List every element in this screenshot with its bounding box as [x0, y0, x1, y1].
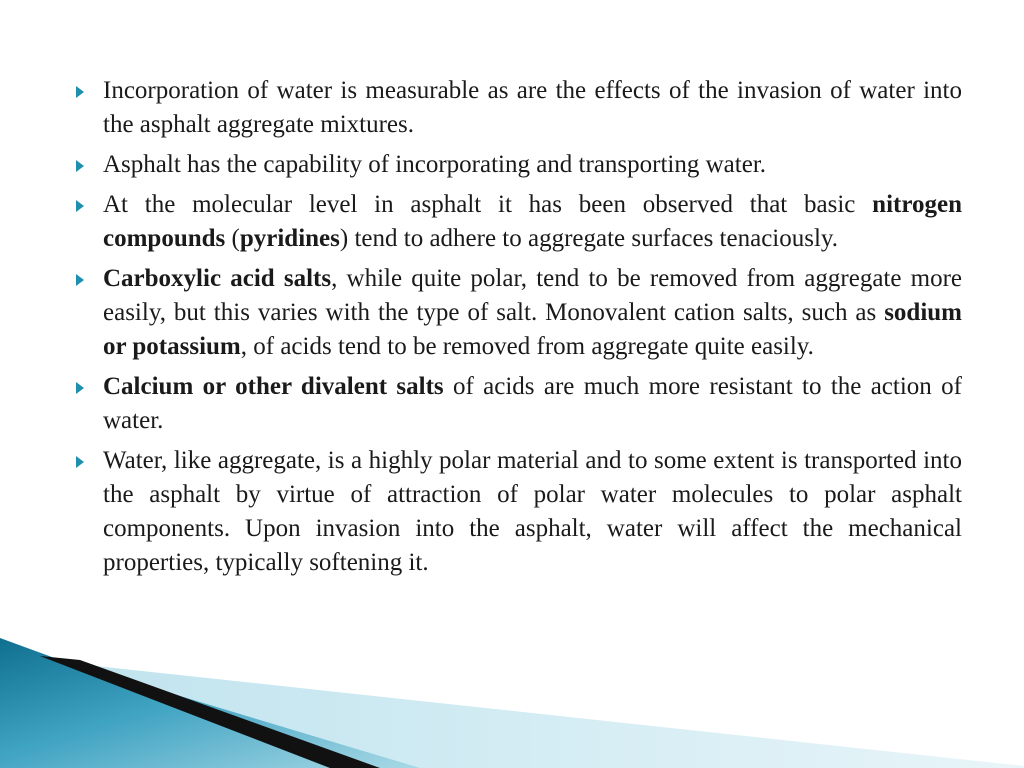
bullet-text — [103, 265, 962, 360]
decorative-corner-swoosh — [0, 638, 1024, 768]
bold-term: sodium or potassium — [103, 299, 962, 360]
triangle-bullet-icon — [76, 200, 84, 212]
bullet-item — [72, 74, 962, 142]
bullet-text-segment: of acids are much more resistant to the action of water. — [103, 373, 962, 434]
bullet-text — [103, 373, 962, 434]
bullet-text-segment: ( — [225, 225, 240, 252]
bold-term: Carboxylic acid salts — [103, 265, 332, 292]
bullet-text — [103, 151, 766, 178]
bold-term: pyridines — [239, 225, 340, 252]
slide-body — [72, 74, 962, 586]
bullet-text-segment: At the molecular level in asphalt it has been observed that basic — [103, 191, 873, 218]
bullet-item — [72, 444, 962, 580]
bullet-text-segment: ) tend to adhere to aggregate surfaces tenaciously. — [339, 225, 839, 252]
bullet-item — [72, 188, 962, 256]
triangle-bullet-icon — [76, 160, 84, 172]
bullet-list — [72, 74, 962, 580]
bullet-text-segment: Water, like aggregate, is a highly polar material and to some extent is transported into the asphalt by virtue of attraction of polar water molecules to polar asphalt components. Upon invasion into the asphalt, water will affect the mechanical properties, typically softening it. — [103, 447, 962, 576]
bullet-item — [72, 370, 962, 438]
bullet-text-segment: Asphalt has the capability of incorporating and transporting water. — [103, 151, 767, 178]
bullet-text — [103, 191, 962, 252]
triangle-bullet-icon — [76, 456, 84, 468]
triangle-bullet-icon — [76, 382, 84, 394]
bold-term: nitrogen compounds — [103, 191, 962, 252]
bullet-text — [103, 447, 962, 576]
bullet-text-segment: Incorporation of water is measurable as are the effects of the invasion of water into the asphalt aggregate mixtures. — [103, 77, 962, 138]
bullet-item — [72, 262, 962, 364]
bullet-item — [72, 148, 962, 182]
bullet-text-segment: , while quite polar, tend to be removed from aggregate more easily, but this varies with the type of salt. Monovalent cation salts, such as — [103, 265, 963, 326]
triangle-bullet-icon — [76, 86, 84, 98]
bullet-text — [103, 77, 962, 138]
triangle-bullet-icon — [76, 274, 84, 286]
bold-term: Calcium or other divalent salts — [103, 373, 444, 400]
bullet-text-segment: , of acids tend to be removed from aggregate quite easily. — [240, 333, 814, 360]
